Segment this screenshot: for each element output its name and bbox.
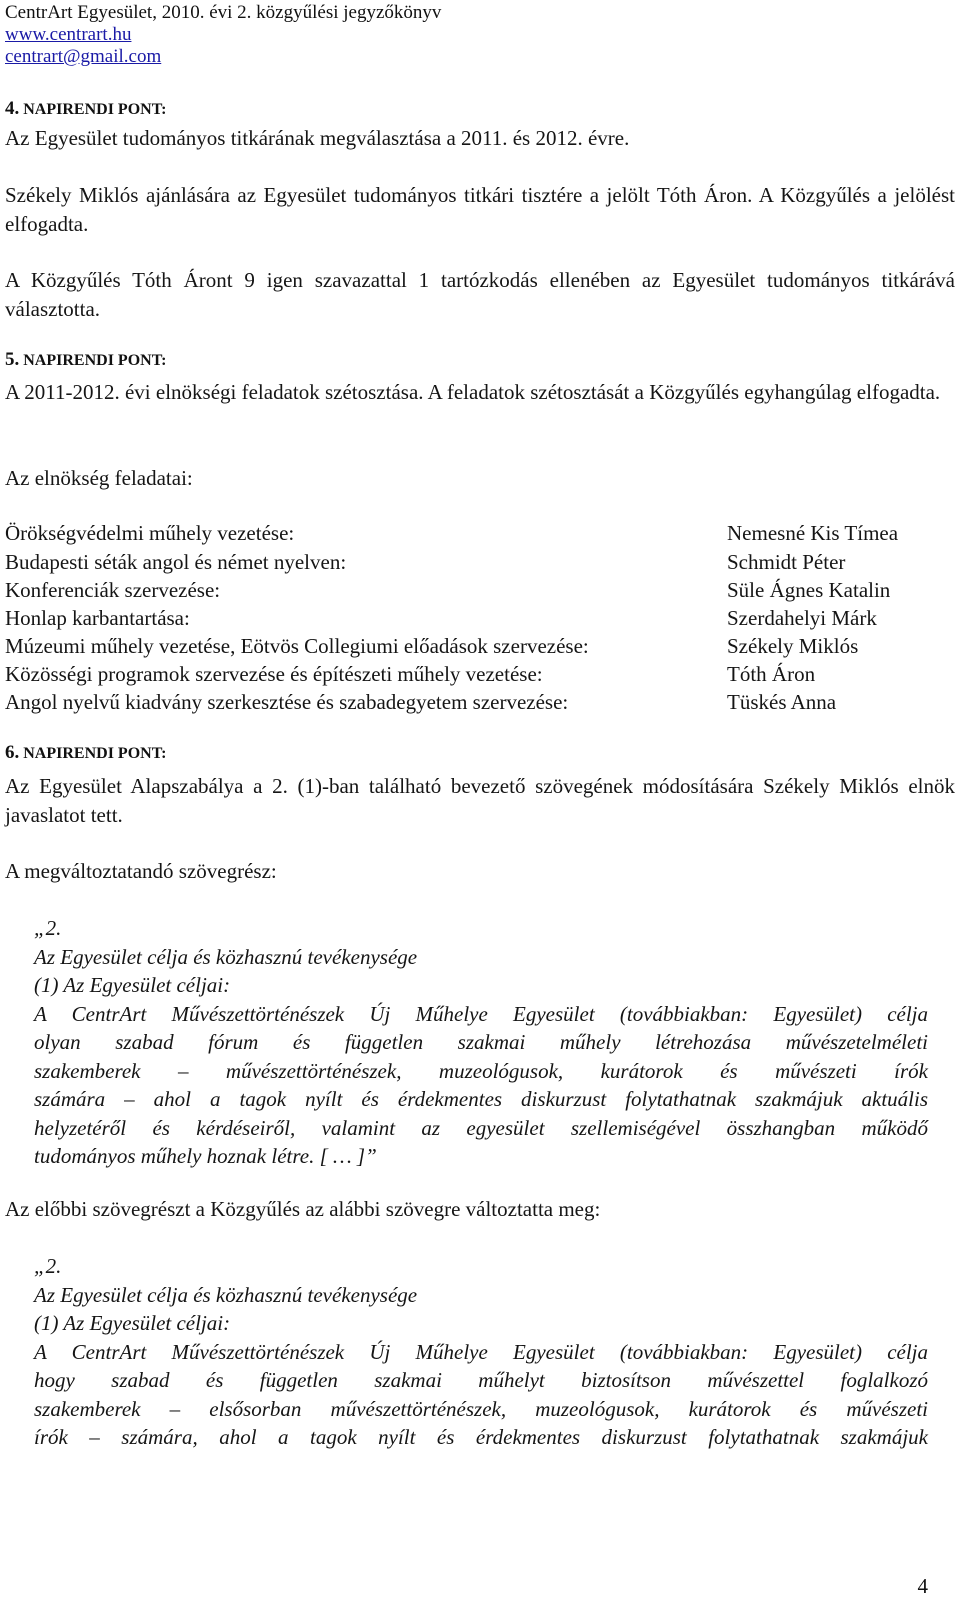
quote-line: szakemberek – elsősorban művészettörténészek, muzeológusok, kurátorok és művészeti	[34, 1396, 928, 1421]
task-person: Székely Miklós	[727, 634, 859, 658]
task-label: Budapesti séták angol és német nyelven:	[5, 550, 347, 574]
task-person: Süle Ágnes Katalin	[727, 578, 891, 602]
quote-line: írók – számára, ahol a tagok nyílt és érdekmentes diskurzust folytathatnak szakmájuk	[34, 1425, 928, 1449]
quote-line: A CentrArt Művészettörténészek Új Műhelye Egyesület (továbbiakban: Egyesület) célja	[34, 1339, 928, 1364]
task-label: Közösségi programok szervezése és építészeti műhely vezetése:	[5, 662, 543, 686]
old-text-quote	[34, 914, 928, 1171]
quote-line: helyzetéről és kérdéseiről, valamint az egyesület szellemiségével összhangban működő	[34, 1115, 928, 1140]
section-5-label: NAPIRENDI PONT:	[23, 352, 167, 369]
section-6-paragraph-1: Az Egyesület Alapszabálya a 2. (1)-ban található bevezető szövegének módosítására Székely Miklós elnök javaslatot tett.	[5, 774, 955, 827]
section-6-number: 6.	[5, 742, 20, 763]
section-6-heading	[5, 742, 167, 764]
task-person: Nemesné Kis Tímea	[727, 521, 899, 545]
new-text-label: Az előbbi szövegrészt a Közgyűlés az alábbi szövegre változtatta meg:	[5, 1197, 601, 1221]
old-text-label: A megváltoztatandó szövegrész:	[5, 859, 277, 883]
section-4-label: NAPIRENDI PONT:	[23, 101, 167, 118]
task-label: Honlap karbantartása:	[5, 606, 190, 630]
header-website-link[interactable]	[5, 24, 131, 46]
task-label: Konferenciák szervezése:	[5, 578, 221, 602]
quote-line: szakemberek – művészettörténészek, muzeológusok, kurátorok és művészeti írók	[34, 1058, 928, 1083]
section-4-heading	[5, 98, 167, 120]
task-person: Szerdahelyi Márk	[727, 606, 877, 630]
task-label: Örökségvédelmi műhely vezetése:	[5, 521, 295, 545]
quote-subheading: (1) Az Egyesület céljai:	[34, 1311, 231, 1335]
task-person: Tüskés Anna	[727, 690, 837, 714]
section-4-number: 4.	[5, 98, 20, 119]
quote-paragraph-ref: „2.	[34, 916, 62, 940]
document-header-title: CentrArt Egyesület, 2010. évi 2. közgyűlési jegyzőkönyv	[5, 2, 442, 23]
quote-line: tudományos műhely hoznak létre. [ … ]”	[34, 1144, 377, 1168]
quote-line: számára – ahol a tagok nyílt és érdekmentes diskurzust folytathatnak szakmájuk aktuális	[34, 1087, 928, 1111]
task-person: Schmidt Péter	[727, 550, 846, 574]
section-4-paragraph-2: A Közgyűlés Tóth Áront 9 igen szavazattal 1 tartózkodás ellenében az Egyesület tudományos titkárává választotta.	[5, 268, 955, 321]
email-link[interactable]: centrart@gmail.com	[5, 46, 162, 67]
page-number: 4	[917, 1574, 928, 1598]
tasks-title: Az elnökség feladatai:	[5, 466, 193, 490]
section-5-heading	[5, 349, 167, 371]
quote-subheading: (1) Az Egyesület céljai:	[34, 973, 231, 997]
quote-line: A CentrArt Művészettörténészek Új Műhelye Egyesület (továbbiakban: Egyesület) célja	[34, 1001, 928, 1026]
section-6-label: NAPIRENDI PONT:	[23, 745, 167, 762]
header-email-link[interactable]	[5, 46, 161, 68]
quote-paragraph-ref: „2.	[34, 1254, 62, 1278]
quote-line: hogy szabad és független szakmai műhelyt biztosítson művészettel foglalkozó	[34, 1368, 928, 1392]
section-5-number: 5.	[5, 349, 20, 370]
section-5-paragraph-1: A 2011-2012. évi elnökségi feladatok szétosztása. A feladatok szétosztását a Közgyűlés egyhangúlag elfogadta.	[5, 380, 941, 404]
quote-heading: Az Egyesület célja és közhasznú tevékenysége	[34, 944, 418, 969]
website-link[interactable]: www.centrart.hu	[5, 24, 132, 45]
task-person: Tóth Áron	[727, 662, 816, 686]
task-label: Múzeumi műhely vezetése, Eötvös Collegiumi előadások szervezése:	[5, 634, 589, 658]
quote-heading: Az Egyesület célja és közhasznú tevékenysége	[34, 1282, 418, 1307]
section-4-paragraph-1: Székely Miklós ajánlására az Egyesület tudományos titkári tisztére a jelölt Tóth Áron. A Közgyűlés a jelölést elfogadta.	[5, 183, 955, 236]
new-text-quote	[34, 1252, 928, 1452]
task-label: Angol nyelvű kiadvány szerkesztése és szabadegyetem szervezése:	[5, 690, 569, 714]
quote-line: olyan szabad fórum és független szakmai műhely létrehozása művészetelméleti	[34, 1030, 928, 1054]
section-4-subject: Az Egyesület tudományos titkárának megválasztása a 2011. és 2012. évre.	[5, 126, 630, 150]
